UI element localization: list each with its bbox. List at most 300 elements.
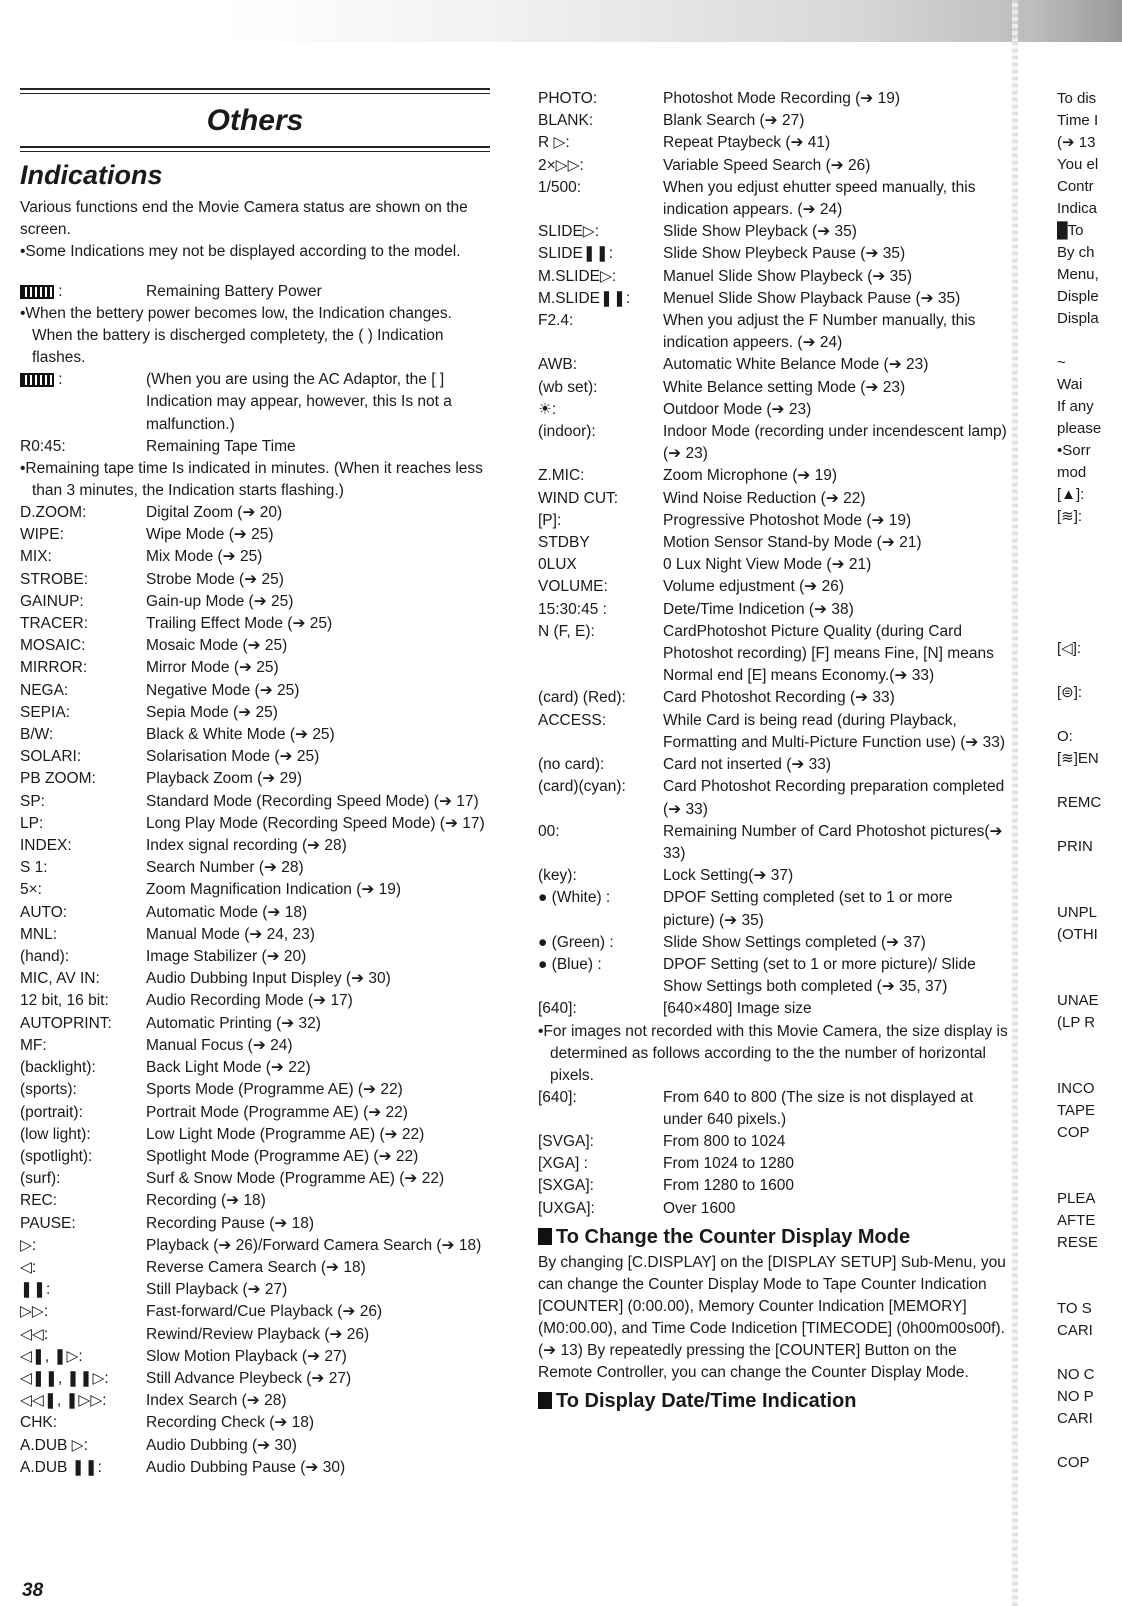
indication-key: GAINUP: [20,592,84,610]
indication-key: (sports): [20,1081,77,1099]
indication-value: CardPhotoshot Picture Quality (during Card Photoshot recording) [F] means Fine, [N] means Normal end [E] means Economy.(➔ 33) [663,622,994,685]
cropped-line [1057,1166,1122,1188]
scan-shadow [0,0,1122,42]
image-size-row [538,998,1008,1020]
page-gutter [1012,0,1018,1606]
indication-key: [SXGA]: [538,1177,594,1195]
indication-value: Wipe Mode (➔ 25) [146,526,274,544]
top-rule [20,88,490,90]
indication-row [538,1198,1008,1220]
indication-key: 1/500: [538,178,582,196]
image-size-value: [640×480] Image size [663,1000,812,1018]
indication-key: 5×: [20,881,42,899]
indication-value: Low Light Mode (Programme AE) (➔ 22) [146,1125,425,1143]
indication-value: Recording Pause (➔ 18) [146,1214,315,1232]
indication-row [20,680,490,702]
indication-key: REC: [20,1192,58,1210]
indication-key: [640]: [538,1088,577,1106]
indication-key: PB ZOOM: [20,770,96,788]
indication-key: BLANK: [538,112,594,130]
indication-value: Still Advance Pleybeck (➔ 27) [146,1369,352,1387]
tape-value: Remaining Tape Time [146,437,296,455]
indication-value: Playback (➔ 26)/Forward Camera Search (➔ 18) [146,1236,482,1254]
section-title: Others [206,104,304,137]
battery-ac-icon: : [20,369,146,436]
cropped-line: █To [1057,222,1084,239]
indication-row [538,465,1008,487]
indication-row [538,1087,1008,1131]
indication-key: ● (Green) : [538,933,614,951]
indication-row [20,813,490,835]
indication-key: STROBE: [20,570,89,588]
cropped-line [1057,616,1122,638]
indication-value: Automatic Printing (➔ 32) [146,1014,321,1032]
cropped-line [1057,1430,1122,1452]
indication-value: Volume edjustment (➔ 26) [663,578,844,596]
middle-column [538,88,1008,1416]
indication-key: R ▷: [538,134,570,152]
indication-value: Lock Setting(➔ 37) [663,867,794,885]
battery-row [20,281,490,303]
indication-key: ◁◁❚, ❚▷▷: [20,1392,107,1410]
indication-key: SP: [20,792,45,810]
indication-value: Photoshot Mode Recording (➔ 19) [663,90,901,107]
indication-row [20,835,490,857]
counter-text: By changing [C.DISPLAY] on the [DISPLAY SETUP] Sub-Menu, you can change the Counter Display Mode to Tape Counter Indication [COUNTER] (0:00.00), Memory Counter Indication [MEMORY] (M0:00.00), and Time Code Indicetion [TIMECODE] (0h00m00s00f). (➔ 13) By repeatedly pressing the [COUNTER] Button on the Remote Controller, you can change the Counter Display Mode. [538,1253,1006,1381]
indication-value: Mix Mode (➔ 25) [146,548,263,566]
indication-value: Automatic Mode (➔ 18) [146,903,308,921]
indication-row [20,1390,490,1412]
indication-key: Z.MIC: [538,467,585,485]
indication-row [20,591,490,613]
indication-row [538,421,1008,465]
cropped-line [1057,594,1122,616]
indication-row [20,1013,490,1035]
indication-value: Manual Mode (➔ 24, 23) [146,925,315,943]
indication-row [538,1153,1008,1175]
indication-value: Rewind/Review Playback (➔ 26) [146,1325,370,1343]
cropped-line: Wai [1057,376,1083,393]
mid-rule [20,146,490,148]
indication-value: Slide Show Pleybeck Pause (➔ 35) [663,245,906,263]
indication-row [20,1257,490,1279]
cropped-line: NO C [1057,1366,1095,1383]
indication-row [538,554,1008,576]
indication-value: Slow Motion Playback (➔ 27) [146,1347,347,1365]
indication-row [20,1146,490,1168]
indication-value: Portrait Mode (Programme AE) (➔ 22) [146,1103,408,1121]
indication-key: AUTOPRINT: [20,1014,112,1032]
indication-list-middle [538,88,1008,998]
indication-row [538,932,1008,954]
indication-key: 15:30:45 : [538,600,607,618]
cropped-line [1057,330,1122,352]
indication-row [538,954,1008,998]
indication-value: Digital Zoom (➔ 20) [146,504,283,522]
cropped-line: mod [1057,464,1087,481]
indication-value: From 800 to 1024 [663,1132,786,1150]
indication-row [538,132,1008,154]
indication-value: Surf & Snow Mode (Programme AE) (➔ 22) [146,1170,445,1188]
indication-key: (card) (Red): [538,689,626,707]
indication-key: (no card): [538,756,605,774]
cropped-line: To dis [1057,90,1097,107]
page-number: 38 [22,1580,44,1601]
indication-value: Sports Mode (Programme AE) (➔ 22) [146,1081,403,1099]
indication-row [538,510,1008,532]
indication-value: Audio Dubbing Input Displey (➔ 30) [146,970,391,988]
indication-key: WIPE: [20,526,64,544]
indication-value: Progressive Photoshot Mode (➔ 19) [663,511,912,529]
cropped-line: [◁]: [1057,640,1082,657]
indication-key: ▷▷: [20,1303,49,1321]
indication-row [538,599,1008,621]
cropped-line [1057,968,1122,990]
indication-row [538,710,1008,754]
indication-key: [P]: [538,511,562,529]
indication-key: (spotlight): [20,1147,93,1165]
battery-ac-text: (When you are using the AC Adaptor, the [ ] Indication may appear, however, this Is not a malfunction.) [146,371,452,433]
cropped-line: UNPL [1057,904,1098,921]
indication-row [20,791,490,813]
indication-value: Recording Check (➔ 18) [146,1414,315,1432]
cropped-line [1057,1056,1122,1078]
indication-row [538,221,1008,243]
cropped-line: If any [1057,398,1094,415]
indication-value: Indoor Mode (recording under incendescent lamp) (➔ 23) [663,423,1007,463]
indication-value: From 1024 to 1280 [663,1155,794,1173]
indication-row [538,155,1008,177]
cropped-line: CARI [1057,1410,1093,1427]
indication-value: White Belance setting Mode (➔ 23) [663,378,906,396]
indication-key: F2.4: [538,312,574,330]
indication-key: 00: [538,822,560,840]
indication-value: Audio Dubbing (➔ 30) [146,1436,297,1454]
indication-row [20,702,490,724]
indication-key: (hand): [20,948,70,966]
indication-row [538,576,1008,598]
indication-row [538,399,1008,421]
indication-key: N (F, E): [538,622,595,640]
indication-row [538,266,1008,288]
cropped-line [1057,946,1122,968]
indication-row [20,1279,490,1301]
indication-row [20,1346,490,1368]
indication-row [20,1035,490,1057]
indication-row [538,1175,1008,1197]
cropped-line: [⊜]: [1057,684,1083,701]
indication-row [20,724,490,746]
indication-value: Standard Mode (Recording Speed Mode) (➔ 17) [146,792,479,810]
indication-row [20,946,490,968]
indication-key: NEGA: [20,681,69,699]
image-size-key: [640]: [538,1000,577,1018]
indication-value: Sepia Mode (➔ 25) [146,703,278,721]
date-heading [538,1388,1008,1414]
indication-key: MIX: [20,548,52,566]
indication-value: Remaining Number of Card Photoshot pictures(➔ 33) [663,822,1003,862]
indication-row [538,687,1008,709]
indication-key: ◁❚❚, ❚❚▷: [20,1369,109,1387]
indication-value: Mirror Mode (➔ 25) [146,659,279,677]
indication-row [538,621,1008,688]
indication-row [538,776,1008,820]
indication-key: SLIDE▷: [538,223,600,241]
indication-value: Audio Dubbing Pause (➔ 30) [146,1458,346,1476]
page-heading: Indications [20,160,163,190]
indication-value: Repeat Ptaybeck (➔ 41) [663,134,831,152]
indication-row [538,488,1008,510]
indication-row [538,377,1008,399]
indication-row [20,546,490,568]
indication-value: When you edjust ehutter speed manually, this indication appears. (➔ 24) [663,178,976,219]
indication-value: Card not inserted (➔ 33) [663,756,832,774]
cropped-line: TO S [1057,1300,1092,1317]
cropped-line [1057,1144,1122,1166]
indication-value: Menuel Slide Show Playback Pause (➔ 35) [663,289,961,307]
indication-row [20,1457,490,1479]
indication-row [20,879,490,901]
indication-value: DPOF Setting completed (set to 1 or more picture) (➔ 35) [663,889,953,929]
date-heading-text: To Display Date/Time Indication [556,1389,857,1412]
indication-row [20,1301,490,1323]
indication-row [20,569,490,591]
top-rule-thin [20,93,490,94]
tape-row [20,436,490,458]
indication-value: Slide Show Settings completed (➔ 37) [663,933,926,951]
indication-row [20,1368,490,1390]
indication-value: Fast-forward/Cue Playback (➔ 26) [146,1303,383,1321]
indication-value: Mosaic Mode (➔ 25) [146,637,288,655]
indication-row [538,1131,1008,1153]
indication-row [20,990,490,1012]
indication-value: Search Number (➔ 28) [146,859,304,877]
cropped-line: REMC [1057,794,1102,811]
size-note: •For images not recorded with this Movie Camera, the size display is determined as follows according to the the number of horizontal pixels. [538,1022,1008,1084]
cropped-line [1057,572,1122,594]
cropped-line: •Sorr [1057,442,1091,459]
battery-ac-row [20,369,490,436]
indication-key: ● (White) : [538,889,611,907]
indication-value: From 1280 to 1600 [663,1177,794,1195]
indication-row [20,1435,490,1457]
indication-key: MIRROR: [20,659,88,677]
indication-value: Solarisation Mode (➔ 25) [146,748,320,766]
cropped-line [1057,880,1122,902]
cropped-line: Indica [1057,200,1098,217]
indication-key: 0LUX [538,556,577,574]
cropped-line [1057,550,1122,572]
indication-value: Strobe Mode (➔ 25) [146,570,284,588]
indication-value: Still Playback (➔ 27) [146,1281,288,1299]
indication-key: INDEX: [20,837,72,855]
indication-row [20,1213,490,1235]
cropped-line: Menu, [1057,266,1099,283]
indication-key: STDBY [538,534,590,552]
indication-key: ❚❚: [20,1281,51,1299]
indication-key: PAUSE: [20,1214,76,1232]
indication-value: Motion Sensor Stand-by Mode (➔ 21) [663,534,922,552]
indication-value: Slide Show Pleyback (➔ 35) [663,223,857,241]
indication-row [20,1079,490,1101]
cropped-line: [≋]: [1057,508,1083,525]
cropped-line: UNAE [1057,992,1099,1009]
indication-key: M.SLIDE❚❚: [538,289,631,307]
indication-key: MOSAIC: [20,637,86,655]
battery-icon: : [20,281,146,303]
indication-key: D.ZOOM: [20,504,87,522]
cropped-line [1057,814,1122,836]
indication-value: Index signal recording (➔ 28) [146,837,347,855]
cropped-line: Displa [1057,310,1099,327]
indication-list-left [20,502,490,1479]
cropped-line: (LP R [1057,1014,1096,1031]
indication-key: [XGA] : [538,1155,588,1173]
cropped-line: RESE [1057,1234,1098,1251]
indication-value: 0 Lux Night View Mode (➔ 21) [663,556,872,574]
indication-key: SOLARI: [20,748,82,766]
cropped-line: INCO [1057,1080,1095,1097]
battery-note: •When the bettery power becomes low, the Indication changes. When the battery is discherged completety, the ( ) Indication flashes. [20,305,452,367]
indication-row [20,524,490,546]
indication-value: Dete/Time Indicetion (➔ 38) [663,600,854,618]
indication-row [20,1190,490,1212]
indication-row [20,657,490,679]
indication-key: SEPIA: [20,703,70,721]
cropped-line: COP [1057,1454,1090,1471]
indication-value: Over 1600 [663,1199,736,1217]
cropped-line: COP [1057,1124,1090,1141]
cropped-line: (➔ 13 [1057,134,1096,151]
indication-key: WIND CUT: [538,489,619,507]
indication-key: MIC, AV IN: [20,970,100,988]
indication-key: S 1: [20,859,48,877]
cropped-line [1057,528,1122,550]
cropped-line [1057,858,1122,880]
indication-key: 2×▷▷: [538,156,584,174]
indication-row [538,887,1008,931]
indication-key: (indoor): [538,423,596,441]
indication-value: Image Stabilizer (➔ 20) [146,948,307,966]
cropped-line: PRIN [1057,838,1093,855]
left-column [20,88,490,1479]
indication-value: Back Light Mode (➔ 22) [146,1059,311,1077]
indication-value: Card Photoshot Recording (➔ 33) [663,689,895,707]
cropped-lines [1057,88,1122,1474]
cropped-line: Time I [1057,112,1099,129]
indication-value: Wind Noise Reduction (➔ 22) [663,489,866,507]
indication-row [538,821,1008,865]
size-list [538,1087,1008,1220]
indication-key: ◁: [20,1258,37,1276]
cropped-line: By ch [1057,244,1095,261]
indication-key: ● (Blue) : [538,955,602,973]
cropped-line: [≋]EN [1057,750,1099,767]
indication-row [538,110,1008,132]
indication-value: When you adjust the F Number manually, this indication appeers. (➔ 24) [663,312,976,352]
indication-value: Card Photoshot Recording preparation completed (➔ 33) [663,778,1005,818]
indication-value: Trailing Effect Mode (➔ 25) [146,615,333,633]
indication-row [20,1412,490,1434]
indication-key: A.DUB ▷: [20,1436,88,1454]
right-column-cropped [1057,88,1122,1474]
counter-heading [538,1224,1008,1250]
indication-key: VOLUME: [538,578,608,596]
intro-text: Various functions end the Movie Camera status are shown on the screen. [20,199,468,238]
indication-row [20,1168,490,1190]
indication-value: Recording (➔ 18) [146,1192,266,1210]
cropped-line: ~ [1057,354,1066,371]
indication-row [20,857,490,879]
indication-key: (key): [538,867,577,885]
indication-key: (card)(cyan): [538,778,626,796]
indication-key: LP: [20,814,44,832]
indication-value: From 640 to 800 (The size is not displayed at under 640 pixels.) [663,1088,974,1128]
cropped-line: please [1057,420,1102,437]
cropped-line: NO P [1057,1388,1094,1405]
indication-value: Manual Focus (➔ 24) [146,1036,293,1054]
indication-key: ◁◁: [20,1325,49,1343]
indication-key: SLIDE❚❚: [538,245,614,263]
indication-value: Long Play Mode (Recording Speed Mode) (➔ 17) [146,814,485,832]
indication-key: (portrait): [20,1103,83,1121]
indication-value: Reverse Camera Search (➔ 18) [146,1258,366,1276]
cropped-line [1057,1342,1122,1364]
indication-row [538,865,1008,887]
indication-value: DPOF Setting (set to 1 or more picture)/ Slide Show Settings both completed (➔ 35, 37) [663,955,976,996]
cropped-line: O: [1057,728,1073,745]
cropped-line: CARI [1057,1322,1093,1339]
battery-label: Remaining Battery Power [146,283,322,300]
indication-key: MF: [20,1036,47,1054]
indication-value: Blank Search (➔ 27) [663,112,805,130]
cropped-line: PLEA [1057,1190,1096,1207]
indication-row [538,310,1008,354]
indication-key: (surf): [20,1170,61,1188]
indication-row [20,635,490,657]
indication-key: 12 bit, 16 bit: [20,992,109,1010]
indication-row [20,1324,490,1346]
indication-value: Gain-up Mode (➔ 25) [146,592,294,610]
cropped-line: You el [1057,156,1099,173]
indication-key: TRACER: [20,615,89,633]
indication-row [20,613,490,635]
indication-value: Zoom Magnification Indication (➔ 19) [146,881,402,899]
indication-key: [UXGA]: [538,1199,595,1217]
counter-heading-text: To Change the Counter Display Mode [556,1225,911,1248]
indication-row [20,1102,490,1124]
mid-rule-thin [20,151,490,152]
indication-value: While Card is being read (during Playback, Formatting and Multi-Picture Function use) (➔ 33) [663,711,1006,751]
indication-key: AUTO: [20,903,68,921]
cropped-line: AFTE [1057,1212,1096,1229]
indication-key: ◁❚, ❚▷: [20,1347,83,1365]
indication-value: Zoom Microphone (➔ 19) [663,467,838,485]
indication-key: B/W: [20,726,54,744]
indication-row [538,88,1008,110]
indication-value: Negative Mode (➔ 25) [146,681,300,699]
indication-value: Audio Recording Mode (➔ 17) [146,992,353,1010]
indication-value: Variable Speed Search (➔ 26) [663,156,871,174]
indication-key: (backlight): [20,1059,96,1077]
indication-value: Automatic White Belance Mode (➔ 23) [663,356,929,374]
tape-note: •Remaining tape time Is indicated in minutes. (When it reaches less than 3 minutes, the Indication starts flashing.) [20,460,483,500]
tape-key: R0:45: [20,437,66,455]
indication-value: Black & White Mode (➔ 25) [146,726,335,744]
indication-key: [SVGA]: [538,1132,594,1150]
indication-row [20,1057,490,1079]
cropped-line [1057,704,1122,726]
